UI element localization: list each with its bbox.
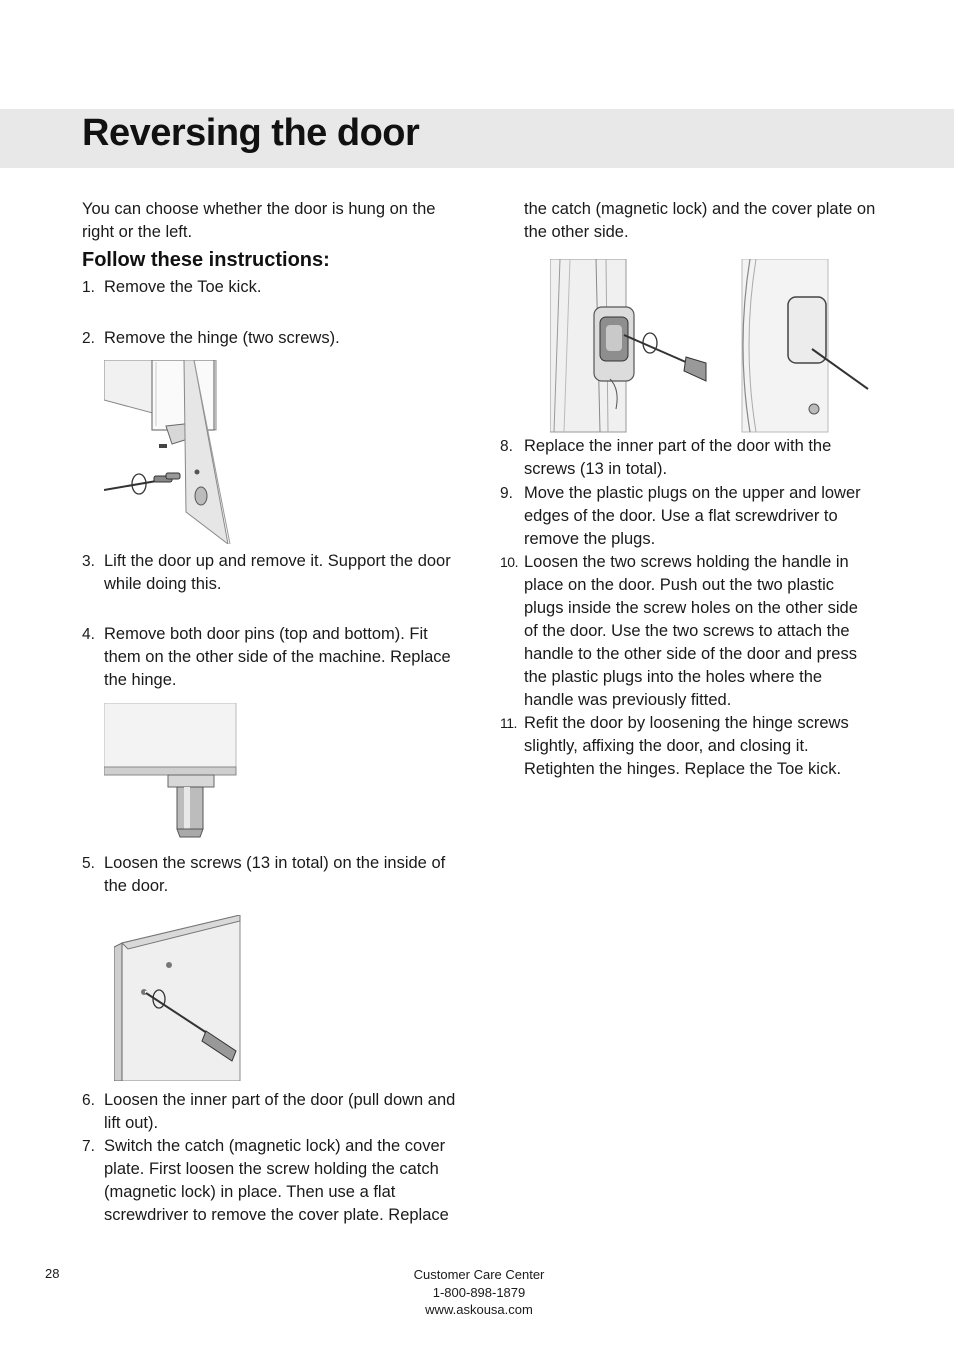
footer-contact-title: Customer Care Center xyxy=(413,1267,545,1282)
step-2-text: Remove the hinge (two screws). xyxy=(104,329,340,347)
step-1-number: 1. xyxy=(82,279,95,296)
footer-phone: 1-800-898-1879 xyxy=(432,1284,526,1300)
page-title: Reversing the door xyxy=(82,112,420,154)
intro-text: You can choose whether the door is hung on the right or the left. xyxy=(82,200,436,241)
step-9-number: 9. xyxy=(500,485,513,502)
step-2-number: 2. xyxy=(82,330,95,347)
footer-website-link[interactable]: www.askousa.com xyxy=(425,1302,533,1317)
catch-cover-plate-illustration xyxy=(550,259,870,434)
door-pin-illustration xyxy=(104,703,238,839)
step-4-text: Remove both door pins (top and bottom). Fit them on the other side of the machine. Replace the hinge. xyxy=(104,625,451,689)
step-4-number: 4. xyxy=(82,626,95,643)
step-10-text: Loosen the two screws holding the handle in place on the door. Push out the two plastic plugs inside the screw holes on the other side of the door. Use the two screws to attach the handle to the other side of the door and press the plastic plugs into the holes where the handle was previously fitted. xyxy=(524,553,858,709)
hinge-removal-illustration xyxy=(104,360,236,544)
instructions-heading: Follow these instructions: xyxy=(82,249,330,271)
step-10-number: 10. xyxy=(500,554,518,570)
step-6-number: 6. xyxy=(82,1092,95,1109)
step-6-text: Loosen the inner part of the door (pull down and lift out). xyxy=(104,1091,456,1132)
door-screws-illustration xyxy=(114,915,242,1081)
step-5-number: 5. xyxy=(82,855,95,872)
step-8-text: Replace the inner part of the door with the screws (13 in total). xyxy=(524,437,832,478)
page-number: 28 xyxy=(45,1266,60,1281)
step-7-text: Switch the catch (magnetic lock) and the cover plate. First loosen the screw holding the catch (magnetic lock) in place. Then use a flat screwdriver to remove the cover plate. Replace xyxy=(104,1137,449,1224)
step-7-continued-text: the catch (magnetic lock) and the cover plate on the other side. xyxy=(524,200,876,241)
step-8-number: 8. xyxy=(500,438,513,455)
step-3-number: 3. xyxy=(82,553,95,570)
step-7-number: 7. xyxy=(82,1138,95,1155)
step-5-text: Loosen the screws (13 in total) on the inside of the door. xyxy=(104,854,446,895)
step-11-number: 11. xyxy=(500,715,517,731)
step-3-text: Lift the door up and remove it. Support the door while doing this. xyxy=(104,552,451,593)
footer-contact xyxy=(379,1266,579,1319)
step-11-text: Refit the door by loosening the hinge screws slightly, affixing the door, and closing it. Retighten the hinges. Replace the Toe kick. xyxy=(524,714,849,778)
step-9-text: Move the plastic plugs on the upper and lower edges of the door. Use a flat screwdriver to remove the plugs. xyxy=(524,484,861,548)
step-1-text: Remove the Toe kick. xyxy=(104,278,262,296)
